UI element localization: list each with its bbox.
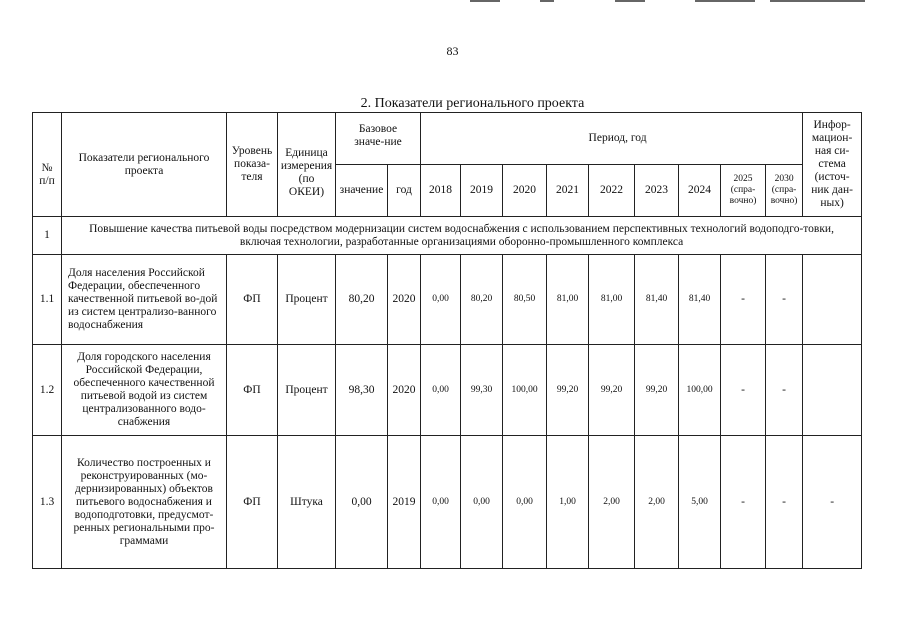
row-base-value: 98,30 <box>336 345 388 436</box>
table-row <box>33 345 862 436</box>
page-title: 2. Показатели регионального проекта <box>360 96 585 111</box>
row-value-2025: - <box>721 345 766 436</box>
row-value: 0,00 <box>421 345 461 436</box>
row-info-system <box>803 255 862 345</box>
row-value-2025: - <box>721 255 766 345</box>
row-value: 81,40 <box>635 255 679 345</box>
header-num: № п/п <box>33 113 62 217</box>
header-info-system: Инфор-мацион-ная си-стема (источ-ник дан-ных) <box>803 113 862 217</box>
row-value: 99,20 <box>547 345 589 436</box>
row-value: 5,00 <box>679 436 721 569</box>
row-unit: Процент <box>278 255 336 345</box>
row-base-year: 2020 <box>388 345 421 436</box>
row-value: 80,50 <box>503 255 547 345</box>
row-value: 81,40 <box>679 255 721 345</box>
row-info-system: - <box>803 436 862 569</box>
row-base-value: 80,20 <box>336 255 388 345</box>
header-period: Период, год <box>421 113 803 165</box>
header-base-value-value: значение <box>336 165 388 217</box>
row-value: 1,00 <box>547 436 589 569</box>
page-number: 83 <box>446 44 459 58</box>
header-unit: Единица измерения (по ОКЕИ) <box>278 113 336 217</box>
row-value: 0,00 <box>421 436 461 569</box>
row-value-2030: - <box>766 255 803 345</box>
header-level: Уровень показа-теля <box>227 113 278 217</box>
row-unit: Процент <box>278 345 336 436</box>
row-info-system <box>803 345 862 436</box>
row-value: 2,00 <box>635 436 679 569</box>
row-level: ФП <box>227 345 278 436</box>
row-num: 1.1 <box>33 255 62 345</box>
row-value: 81,00 <box>547 255 589 345</box>
table-row <box>33 436 862 569</box>
row-value: 99,20 <box>589 345 635 436</box>
table-row <box>33 255 862 345</box>
section-num: 1 <box>33 217 62 255</box>
row-base-year: 2019 <box>388 436 421 569</box>
header-year: 2018 <box>421 165 461 217</box>
row-value-2025: - <box>721 436 766 569</box>
header-year-2025: 2025 (спра-вочно) <box>721 165 766 217</box>
row-indicator-name: Количество построенных и реконструированных (мо-дернизированных) объектов питьевого водоснабжения и водоподготовки, предусмот-ренных региональными про-граммами <box>62 436 227 569</box>
header-base-value-year: год <box>388 165 421 217</box>
row-num: 1.3 <box>33 436 62 569</box>
row-level: ФП <box>227 255 278 345</box>
row-value: 0,00 <box>421 255 461 345</box>
row-value: 81,00 <box>589 255 635 345</box>
row-num: 1.2 <box>33 345 62 436</box>
header-year: 2021 <box>547 165 589 217</box>
section-text: Повышение качества питьевой воды посредством модернизации систем водоснабжения с использованием перспективных технологий водоподго-товки, включая технологии, разработанные организациями оборонно-промышленного комплекса <box>62 217 862 255</box>
row-value: 99,30 <box>461 345 503 436</box>
row-value: 0,00 <box>503 436 547 569</box>
row-value: 80,20 <box>461 255 503 345</box>
header-indicators: Показатели регионального проекта <box>62 113 227 217</box>
row-indicator-name: Доля населения Российской Федерации, обеспеченного качественной питьевой во-дой из систем централизо-ванного водоснабжения <box>62 255 227 345</box>
row-value: 2,00 <box>589 436 635 569</box>
scan-artifact-lines <box>470 0 870 3</box>
header-year: 2023 <box>635 165 679 217</box>
row-unit: Штука <box>278 436 336 569</box>
header-year: 2024 <box>679 165 721 217</box>
row-value: 100,00 <box>503 345 547 436</box>
indicators-table <box>32 112 862 569</box>
row-level: ФП <box>227 436 278 569</box>
header-year-2030: 2030 (спра-вочно) <box>766 165 803 217</box>
row-base-year: 2020 <box>388 255 421 345</box>
row-value: 0,00 <box>461 436 503 569</box>
header-base-value: Базовое значе-ние <box>336 113 421 165</box>
header-year: 2020 <box>503 165 547 217</box>
row-value-2030: - <box>766 436 803 569</box>
row-value: 99,20 <box>635 345 679 436</box>
row-value: 100,00 <box>679 345 721 436</box>
header-year: 2019 <box>461 165 503 217</box>
section-row <box>33 217 862 255</box>
row-indicator-name: Доля городского населения Российской Федерации, обеспеченного качественной питьевой водой из систем централизованного водо-снабжения <box>62 345 227 436</box>
header-year: 2022 <box>589 165 635 217</box>
row-value-2030: - <box>766 345 803 436</box>
row-base-value: 0,00 <box>336 436 388 569</box>
